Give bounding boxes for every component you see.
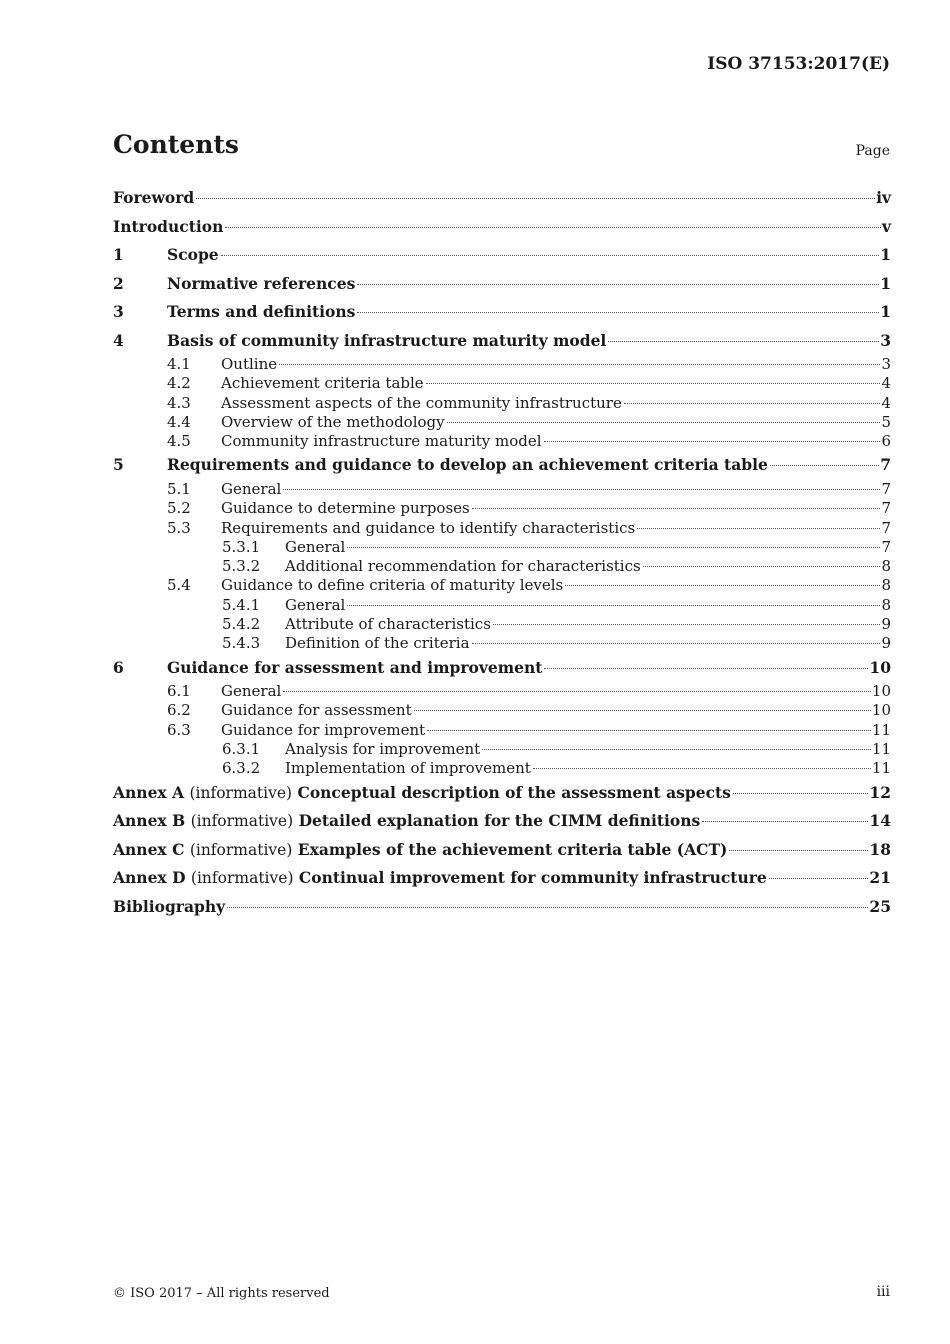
toc-entry-page: 1 — [880, 245, 891, 264]
toc-entry-label: Introduction — [113, 216, 224, 236]
dot-leader — [565, 585, 880, 586]
toc-entry[interactable] — [113, 394, 891, 413]
dot-leader — [227, 907, 868, 908]
toc-entry-title — [285, 740, 480, 759]
toc-entry-number: 6.1 — [167, 682, 191, 701]
dot-leader — [702, 821, 868, 822]
toc-entry-page: 4 — [881, 393, 891, 412]
toc-entry-label: Outline — [221, 355, 278, 373]
toc-entry[interactable] — [113, 864, 891, 893]
toc-entry-title — [285, 557, 641, 576]
toc-entry-page: 7 — [880, 455, 891, 475]
toc-entry-title — [167, 270, 355, 298]
toc-entry-title — [113, 779, 731, 807]
toc-entry-number: 5.3.2 — [222, 557, 261, 576]
toc-entry-page: 8 — [881, 595, 891, 614]
toc-entry-title — [167, 241, 219, 269]
toc-entry-number: 4.3 — [167, 393, 191, 412]
toc-entry-label: Bibliography — [113, 896, 226, 916]
dot-leader — [624, 403, 881, 404]
toc-entry[interactable] — [113, 682, 891, 701]
toc-entry[interactable] — [113, 213, 891, 242]
toc-entry-page: 9 — [881, 634, 891, 653]
dot-leader — [221, 255, 880, 256]
toc-entry-label: Basis of community infrastructure maturity model — [167, 330, 607, 350]
dot-leader — [733, 793, 869, 794]
toc-entry-label: General — [221, 479, 282, 498]
toc-entry-label: Terms and definitions — [167, 302, 356, 321]
toc-entry-label: Foreword — [113, 188, 195, 207]
toc-entry[interactable] — [113, 740, 891, 759]
toc-entry[interactable] — [113, 538, 891, 557]
toc-entry-label: General — [285, 595, 346, 614]
toc-entry-number: 4 — [113, 330, 124, 350]
toc-entry-page: 3 — [881, 355, 891, 373]
toc-entry-title — [221, 682, 281, 701]
toc-entry-title — [285, 596, 345, 615]
dot-leader — [357, 312, 879, 313]
toc-entry-title — [221, 499, 470, 518]
toc-entry[interactable] — [113, 270, 891, 299]
toc-entry-title — [113, 893, 225, 921]
toc-entry-label: Achievement criteria table — [221, 374, 424, 393]
toc-entry[interactable] — [113, 596, 891, 615]
dot-leader — [637, 528, 880, 529]
toc-entry[interactable] — [113, 184, 891, 213]
dot-leader — [493, 624, 881, 625]
toc-entry-title — [221, 355, 277, 374]
dot-leader — [427, 730, 871, 731]
dot-leader — [544, 441, 881, 442]
page-column-label: Page — [855, 143, 890, 159]
dot-leader — [283, 691, 871, 692]
annex-label: Annex C — [113, 839, 185, 859]
toc-entry-number: 5.4 — [167, 576, 191, 595]
toc-entry-label: Scope — [167, 245, 219, 264]
toc-entry-page: 12 — [869, 782, 891, 802]
toc-entry-label: Community infrastructure maturity model — [221, 432, 542, 451]
toc-entry-label: Guidance to determine purposes — [221, 499, 470, 518]
toc-entry-page: 11 — [871, 720, 891, 739]
toc-entry-title — [221, 480, 281, 499]
toc-entry-title — [113, 836, 727, 864]
toc-entry[interactable] — [113, 432, 891, 451]
toc-entry-number: 6.3.2 — [222, 759, 261, 778]
toc-entry-number: 5.4.1 — [222, 595, 261, 614]
toc-entry-title — [113, 213, 223, 241]
toc-entry-page: 4 — [881, 374, 891, 393]
toc-entry-number: 6 — [113, 657, 124, 677]
toc-entry-label: Definition of the criteria — [285, 634, 470, 653]
toc-entry-title — [285, 759, 531, 778]
dot-leader — [414, 710, 871, 711]
annex-informative-tag: (informative) — [190, 812, 294, 831]
toc-entry[interactable] — [113, 576, 891, 595]
annex-informative-tag: (informative) — [190, 869, 294, 888]
toc-entry-label: Assessment aspects of the community infrastructure — [221, 393, 622, 412]
dot-leader — [544, 668, 868, 669]
dot-leader — [447, 422, 881, 423]
toc-entry-label: Guidance to define criteria of maturity levels — [221, 576, 564, 595]
toc-entry-title — [113, 184, 194, 212]
toc-entry-title — [167, 298, 355, 326]
toc-entry-label: Implementation of improvement — [285, 759, 531, 778]
dot-leader — [225, 227, 881, 228]
toc-entry-number: 6.2 — [167, 701, 191, 720]
toc-entry-number: 6.3.1 — [222, 740, 261, 759]
toc-entry-page: 8 — [881, 557, 891, 576]
dot-leader — [472, 508, 881, 509]
toc-entry-page: 7 — [881, 518, 891, 537]
toc-entry-title — [167, 451, 768, 479]
toc-entry-title — [221, 519, 635, 538]
toc-entry[interactable] — [113, 327, 891, 356]
toc-entry-number: 3 — [113, 302, 124, 321]
toc-entry-page: 1 — [880, 302, 891, 321]
dot-leader — [196, 198, 875, 199]
toc-entry-number: 5.3.1 — [222, 537, 261, 556]
toc-entry-title — [221, 413, 445, 432]
toc-entry-title — [167, 327, 606, 355]
toc-entry-page: 3 — [880, 330, 891, 350]
toc-entry-number: 5.3 — [167, 518, 191, 537]
toc-entry-number: 5.2 — [167, 499, 191, 518]
toc-entry[interactable] — [113, 721, 891, 740]
toc-entry[interactable] — [113, 374, 891, 393]
toc-entry[interactable] — [113, 759, 891, 778]
toc-entry[interactable] — [113, 480, 891, 499]
toc-entry-page: 6 — [881, 432, 891, 451]
toc-entry-number: 5.4.2 — [222, 615, 261, 634]
toc-entry[interactable] — [113, 499, 891, 518]
dot-leader — [770, 465, 879, 466]
annex-label: Annex B — [113, 811, 186, 831]
toc-entry-title — [221, 576, 563, 595]
toc-entry[interactable] — [113, 241, 891, 270]
toc-entry-page: 5 — [881, 412, 891, 431]
toc-entry-title — [113, 864, 767, 892]
toc-entry-page: 7 — [881, 537, 891, 556]
toc-entry-label: Attribute of characteristics — [285, 615, 491, 634]
toc-entry-number: 4.2 — [167, 374, 191, 393]
toc-entry-title — [221, 721, 425, 740]
toc-entry-page: 8 — [881, 576, 891, 595]
toc-entry-number: 5.4.3 — [222, 634, 261, 653]
toc-entry-page: 11 — [871, 759, 891, 778]
toc-entry-number: 5 — [113, 455, 124, 475]
toc-entry-number: 6.3 — [167, 720, 191, 739]
toc-entry-label: Guidance for assessment — [221, 701, 412, 720]
dot-leader — [533, 768, 871, 769]
toc-entry-title — [221, 432, 542, 451]
toc-entry-number: 2 — [113, 273, 124, 293]
toc-entry[interactable] — [113, 298, 891, 327]
toc-entry-label: Normative references — [167, 273, 356, 293]
toc-entry-label: Requirements and guidance to identify characteristics — [221, 518, 636, 537]
toc-entry-title — [221, 394, 622, 413]
toc-entry-title — [285, 634, 470, 653]
toc-entry-page: 11 — [871, 740, 891, 759]
toc-entry-label: Continual improvement for community infrastructure — [298, 868, 767, 888]
dot-leader — [482, 749, 871, 750]
footer-page-number: iii — [876, 1284, 890, 1300]
toc-entry-label: Conceptual description of the assessment aspects — [297, 782, 731, 802]
dot-leader — [357, 284, 879, 285]
dot-leader — [608, 341, 879, 342]
footer-copyright: © ISO 2017 – All rights reserved — [113, 1286, 330, 1301]
annex-informative-tag: (informative) — [189, 783, 293, 802]
toc-entry[interactable] — [113, 519, 891, 538]
toc-entry[interactable] — [113, 807, 891, 836]
toc-entry-label: Guidance for improvement — [221, 720, 426, 739]
toc-entry-label: Overview of the methodology — [221, 412, 445, 431]
dot-leader — [729, 850, 868, 851]
toc-entry-number: 4.1 — [167, 355, 191, 373]
toc-entry-page: 7 — [881, 479, 891, 498]
dot-leader — [347, 605, 880, 606]
dot-leader — [472, 643, 881, 644]
toc-entry-label: Detailed explanation for the CIMM definitions — [298, 811, 701, 831]
toc-entry-page: 10 — [871, 701, 891, 720]
toc-entry-label: Examples of the achievement criteria table (ACT) — [297, 839, 728, 859]
toc-entry-page: 7 — [881, 499, 891, 518]
dot-leader — [279, 364, 880, 365]
toc-entry-page: 10 — [869, 657, 891, 677]
toc-entry[interactable] — [113, 413, 891, 432]
toc-entry-label: Additional recommendation for characteristics — [285, 557, 641, 576]
toc-entry-title — [221, 374, 424, 393]
toc-entry[interactable] — [113, 893, 891, 922]
toc-entry-title — [113, 807, 700, 835]
toc-entry-label: General — [285, 537, 346, 556]
dot-leader — [283, 489, 880, 490]
toc-entry-page: 1 — [880, 273, 891, 293]
dot-leader — [426, 383, 881, 384]
toc-entry-number: 4.4 — [167, 412, 191, 431]
toc-entry-number: 1 — [113, 245, 124, 264]
dot-leader — [643, 566, 881, 567]
toc-entry-page: 10 — [871, 682, 891, 701]
toc-entry-title — [221, 701, 412, 720]
toc-entry-page: 9 — [881, 615, 891, 634]
annex-label: Annex D — [113, 868, 186, 888]
toc-entry-title — [285, 538, 345, 557]
toc-entry[interactable] — [113, 779, 891, 808]
toc-entry[interactable] — [113, 634, 891, 653]
toc-entry[interactable] — [113, 557, 891, 576]
toc-entry-number: 4.5 — [167, 432, 191, 451]
toc-entry-page: 21 — [869, 868, 891, 888]
toc-entry-title — [285, 615, 491, 634]
page-title: Contents — [113, 130, 240, 159]
toc-entry[interactable] — [113, 701, 891, 720]
toc-entry[interactable] — [113, 654, 891, 683]
toc-entry-label: Requirements and guidance to develop an achievement criteria table — [167, 455, 768, 475]
document-id: ISO 37153:2017(E) — [707, 54, 890, 74]
toc-entry-page: v — [881, 216, 891, 236]
toc-entry-label: General — [221, 682, 282, 701]
toc-entry-page: 18 — [869, 839, 891, 859]
toc-entry-page: iv — [876, 188, 891, 207]
annex-informative-tag: (informative) — [189, 840, 293, 859]
toc-entry[interactable] — [113, 451, 891, 480]
toc-entry[interactable] — [113, 355, 891, 374]
table-of-contents — [113, 184, 891, 921]
toc-entry-label: Guidance for assessment and improvement — [167, 657, 543, 677]
toc-entry-page: 14 — [869, 811, 891, 831]
dot-leader — [347, 547, 880, 548]
toc-entry-page: 25 — [869, 896, 891, 916]
toc-entry-label: Analysis for improvement — [285, 740, 481, 759]
toc-entry[interactable] — [113, 836, 891, 865]
annex-label: Annex A — [113, 782, 185, 802]
toc-entry[interactable] — [113, 615, 891, 634]
toc-entry-number: 5.1 — [167, 479, 191, 498]
dot-leader — [769, 878, 869, 879]
toc-entry-title — [167, 654, 542, 682]
